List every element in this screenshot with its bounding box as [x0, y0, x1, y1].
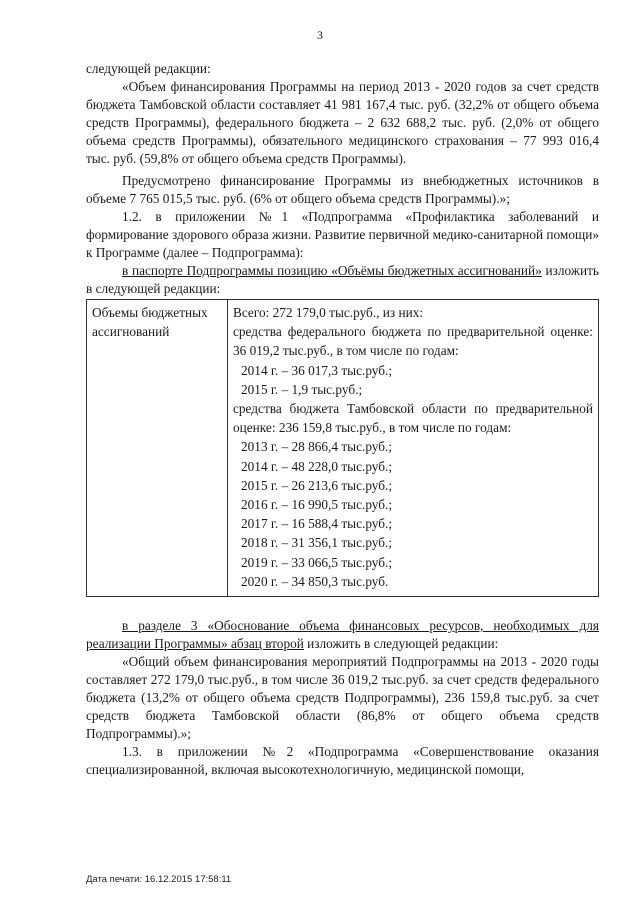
passport-intro: [86, 262, 599, 298]
federal-year-2014: 2014 г. – 36 017,3 тыс.руб.;: [241, 362, 393, 378]
section3-instruction: [86, 617, 599, 653]
table-row: [87, 300, 599, 597]
federal-intro: средства федерального бюджета по предварительной оценке: 36 019,2 тыс.руб., в том числе по годам:: [233, 324, 593, 359]
quote-financing-program: «Объем финансирования Программы на период 2013 - 2020 годов за счет средств бюджета Тамбовской области составляет 41 981 167,4 тыс. руб. (32,2% от общего объема средств Программы), федерального бюджета – 2 632 688,2 тыс. руб. (2,0% от общего объема средств Программы), обязательного медицинского страхования – 77 993 016,4 тыс. руб. (59,8% от общего объема средств Программы).: [86, 79, 599, 166]
regional-year-2015: 2015 г. – 26 213,6 тыс.руб.;: [241, 477, 393, 493]
page-number: 3: [317, 28, 323, 42]
item-1-3: 1.3. в приложении №2 «Подпрограмма «Совершенствование оказания специализированной, включая высокотехнологичную, медицинской помощи,: [86, 744, 599, 778]
table-label-cell: Объемы бюджетных ассигнований: [87, 300, 228, 597]
regional-year-2013: 2013 г. – 28 866,4 тыс.руб.;: [241, 439, 393, 455]
item-1-2: 1.2. в приложении №1 «Подпрограмма «Профилактика заболеваний и формирование здорового образа жизни. Развитие первичной медико-санитарной помощи» к Программе (далее – Подпрограмма):: [86, 209, 599, 260]
table-value-cell: [228, 300, 599, 597]
section3-underlined: в разделе 3 «Обоснование объема финансовых ресурсов, необходимых для реализации Программы» абзац второй: [86, 618, 599, 652]
regional-year-2016: 2016 г. – 16 990,5 тыс.руб.;: [241, 497, 393, 513]
budget-allocations-table: [86, 299, 599, 597]
quote-extrabudgetary: Предусмотрено финансирование Программы из внебюджетных источников в объеме 7 765 015,5 тыс. руб. (6% от общего объема средств Программы).»;: [86, 173, 599, 206]
passport-intro-underlined: в паспорте Подпрограммы позицию «Объёмы бюджетных ассигнований»: [122, 263, 542, 278]
document-body: [86, 60, 599, 779]
federal-year-2015: 2015 г. – 1,9 тыс.руб.;: [241, 381, 363, 397]
regional-year-2019: 2019 г. – 33 066,5 тыс.руб.;: [241, 554, 393, 570]
regional-year-2018: 2018 г. – 31 356,1 тыс.руб.;: [241, 535, 393, 551]
intro-line: следующей редакции:: [86, 61, 211, 76]
regional-year-2017: 2017 г. – 16 588,4 тыс.руб.;: [241, 516, 393, 532]
regional-year-2014: 2014 г. – 48 228,0 тыс.руб.;: [241, 458, 393, 474]
total-line: Всего: 272 179,0 тыс.руб., из них:: [233, 305, 424, 320]
passport-intro-rest: изложить в следующей редакции:: [86, 263, 599, 296]
regional-year-2020: 2020 г. – 34 850,3 тыс.руб.: [241, 573, 389, 589]
section3-rest: изложить в следующей редакции:: [303, 636, 499, 652]
quote-subprogram-financing: «Общий объем финансирования мероприятий Подпрограммы на 2013 - 2020 годы составляет 272 179,0 тыс.руб., в том числе 36 019,2 тыс.руб. за счет средств федерального бюджета (13,2% от общего объема средств Подпрограммы), 236 159,8 тыс.руб. за счет средств бюджета Тамбовской области (86,8% от общего объема средств Подпрограммы).»;: [86, 654, 599, 742]
regional-intro: средства бюджета Тамбовской области по предварительной оценке: 236 159,8 тыс.руб., в том числе по годам:: [233, 401, 593, 436]
print-date: Дата печати: 16.12.2015 17:58:11: [86, 874, 232, 885]
